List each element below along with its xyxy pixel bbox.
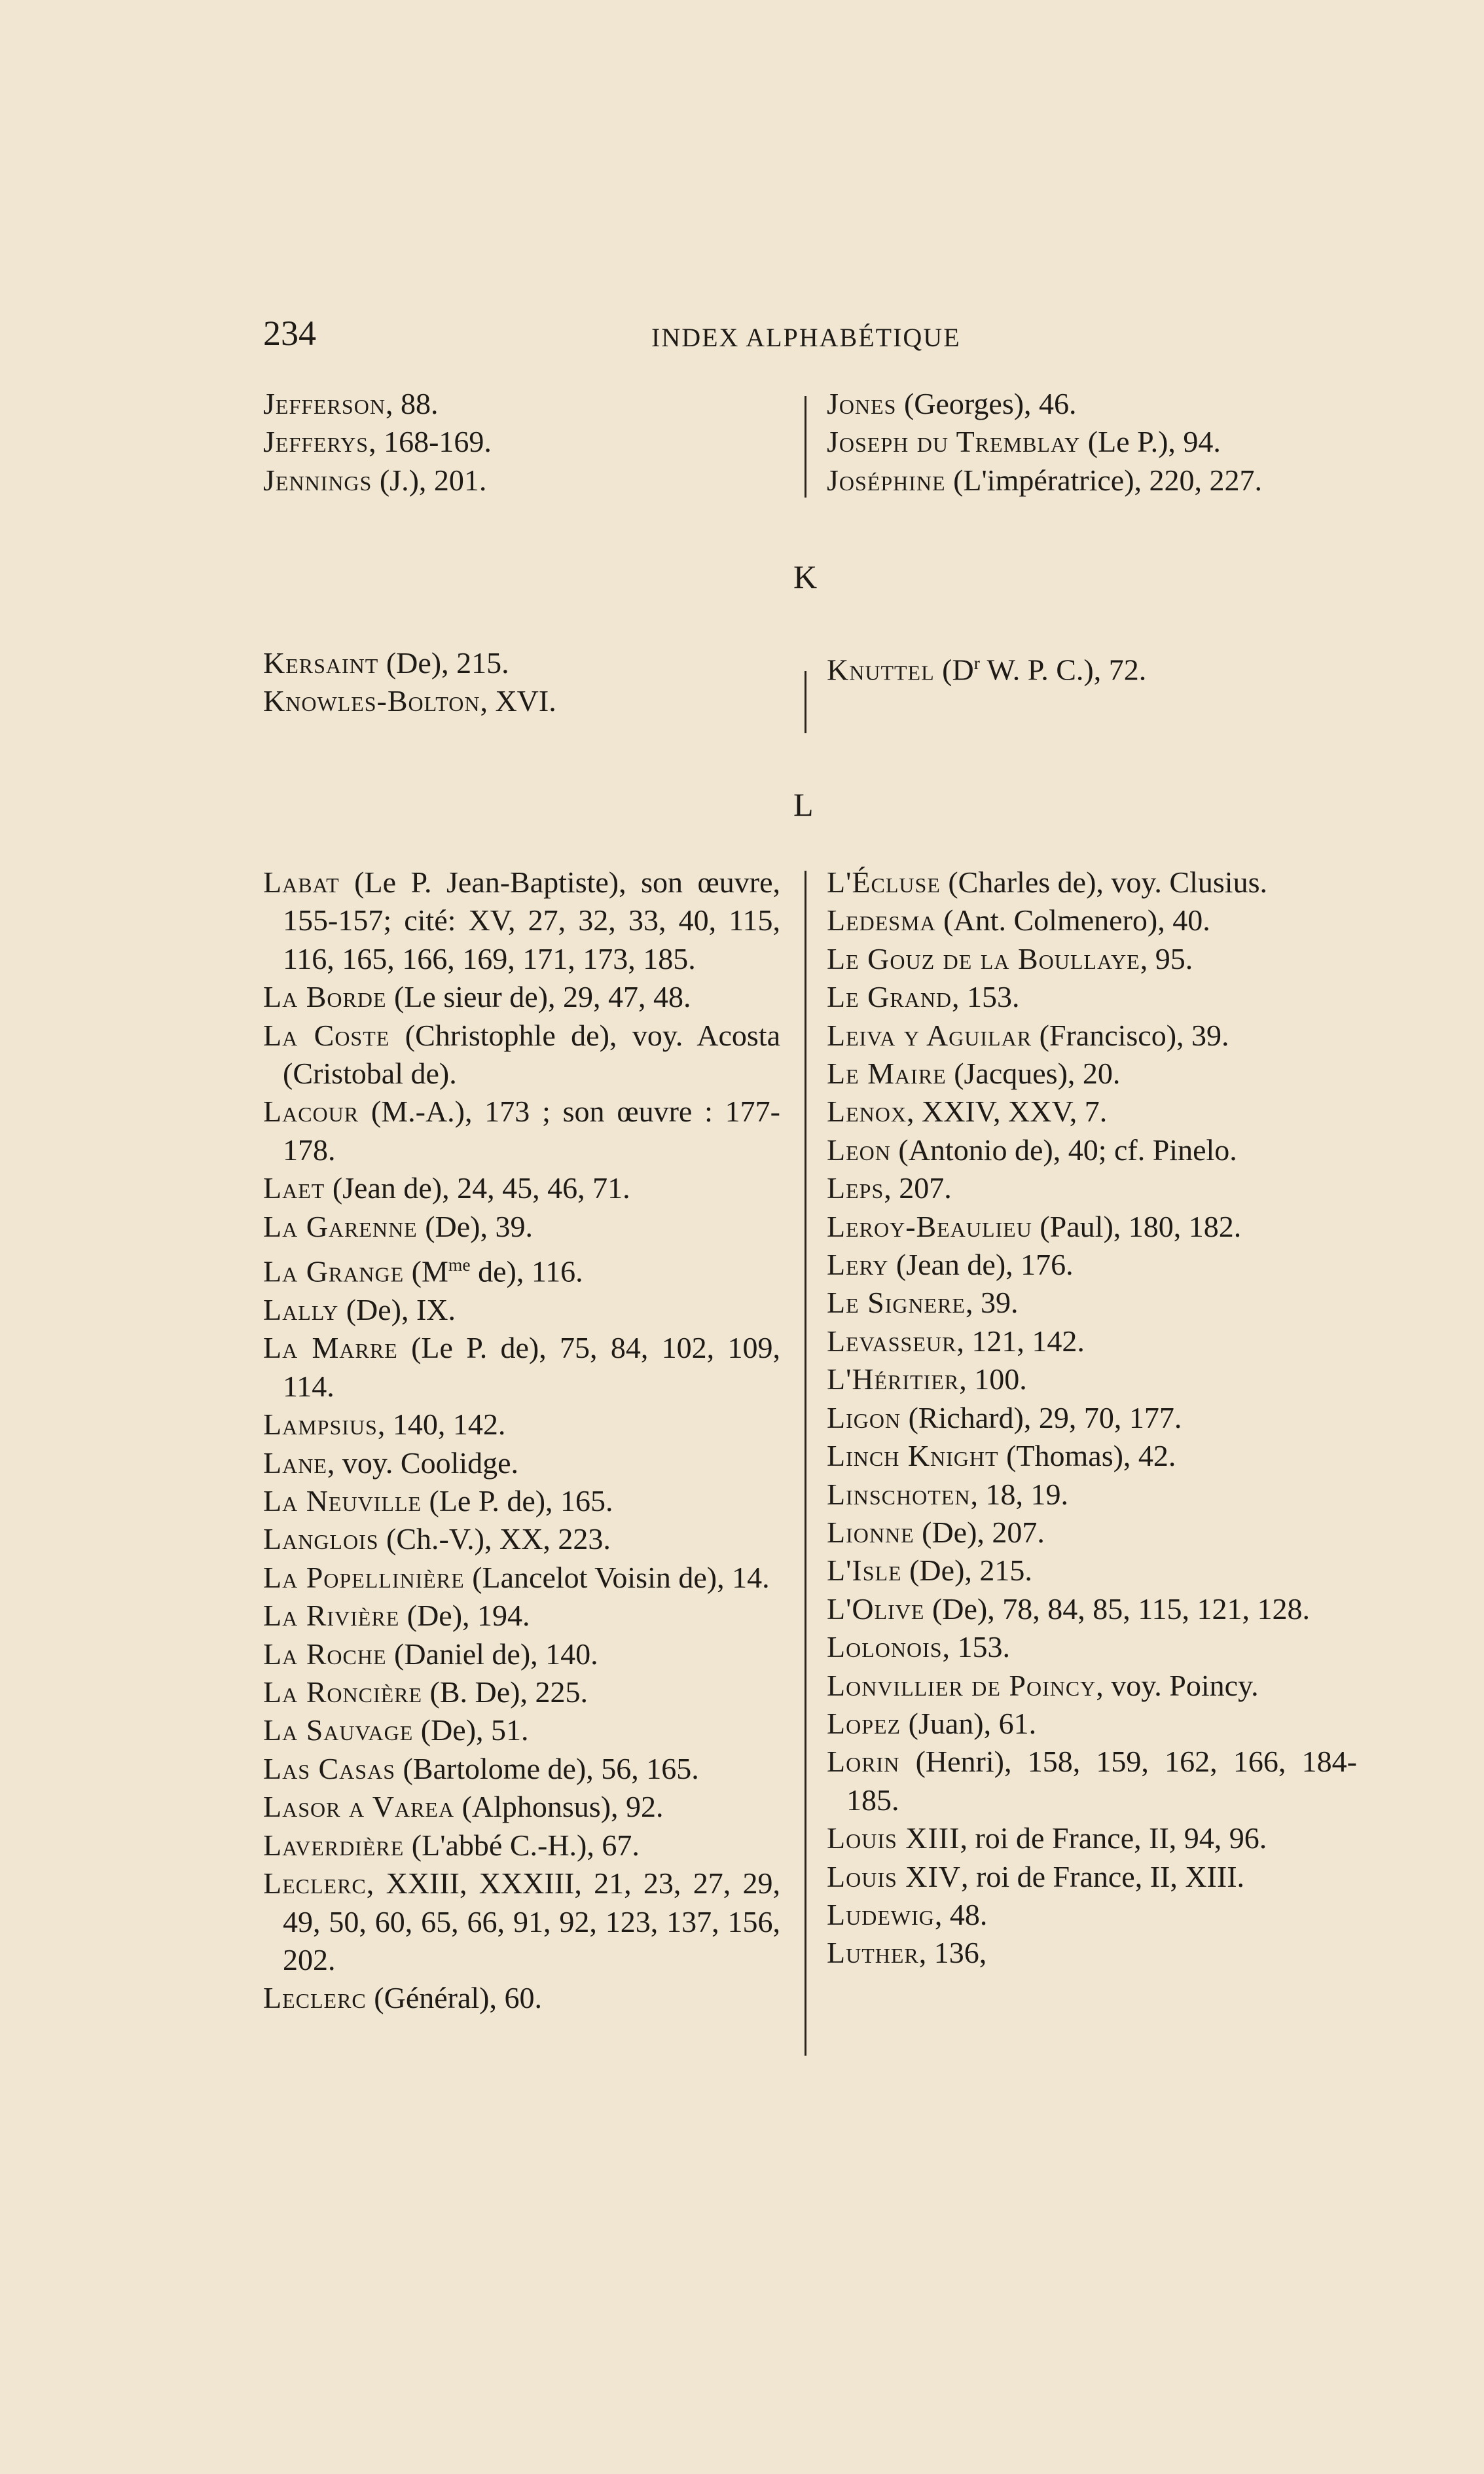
entry-name: La Sauvage (263, 1713, 414, 1747)
entry-refs: (Le sieur de), 29, 47, 48. (386, 980, 691, 1014)
entry-superscript: me (448, 1254, 471, 1275)
entry-refs: (Jean de), 176. (888, 1248, 1074, 1282)
entry-refs: (Juan), 61. (901, 1706, 1037, 1740)
entry-name: Lionne (827, 1515, 914, 1549)
entry-name: Lopez (827, 1706, 901, 1740)
entry-refs: (Le P.), 94. (1080, 425, 1221, 459)
index-entry (263, 1559, 780, 1597)
entry-refs: , 18, 19. (970, 1477, 1068, 1511)
entry-name: Ludewig (827, 1897, 935, 1931)
index-entry (263, 462, 774, 500)
entry-refs: (M (404, 1254, 448, 1288)
entry-name: Leclerc (263, 1866, 367, 1901)
entry-refs: , voy. Coolidge. (327, 1446, 519, 1480)
entry-refs: (Ant. Colmenero), 40. (935, 903, 1210, 937)
entry-name: Langlois (263, 1522, 379, 1556)
index-entry (263, 1711, 780, 1749)
index-entry (263, 978, 780, 1016)
entry-refs: (Richard), 29, 70, 177. (901, 1400, 1182, 1434)
entry-refs: , 140, 142. (377, 1408, 506, 1442)
entry-refs: (Paul), 180, 182. (1032, 1209, 1242, 1243)
index-entry (827, 1169, 1357, 1207)
entry-name: Le Signere (827, 1286, 966, 1320)
index-entry (263, 644, 774, 682)
index-entry (263, 1520, 780, 1558)
entry-refs: , 121, 142. (956, 1324, 1085, 1358)
entry-name: Louis XIV (827, 1859, 962, 1893)
entry-refs: , 153. (942, 1630, 1011, 1664)
entry-name: Joseph du Tremblay (827, 425, 1081, 459)
entry-name: L'Écluse (827, 865, 941, 899)
entry-name: Leon (827, 1133, 891, 1167)
index-entry (263, 1865, 780, 1979)
entry-name: Lonvillier de Poincy (827, 1668, 1096, 1702)
entry-refs: (De), 39. (417, 1209, 533, 1243)
index-entry (827, 1055, 1357, 1093)
index-entry (263, 423, 774, 461)
entry-refs: , roi de France, II, XIII. (961, 1859, 1245, 1893)
index-entry (827, 1819, 1357, 1857)
entry-refs: , XXIV, XXV, 7. (906, 1095, 1108, 1129)
index-entry (827, 1628, 1357, 1666)
entry-refs: (Charles de), voy. Clusius. (940, 865, 1267, 899)
l-left-column (263, 864, 780, 2018)
entry-name: Linschoten (827, 1477, 971, 1511)
index-entry (827, 423, 1370, 461)
entry-refs: , 136, (918, 1936, 987, 1970)
index-entry (827, 1437, 1357, 1475)
index-entry (827, 1705, 1357, 1743)
entry-refs: W. P. C.), 72. (979, 653, 1147, 687)
entry-refs: (Antonio de), 40; cf. Pinelo. (890, 1133, 1237, 1167)
index-entry (827, 1476, 1357, 1514)
page-number: 234 (263, 314, 316, 353)
entry-name: Lery (827, 1248, 889, 1282)
index-entry (263, 1444, 780, 1482)
index-entry (827, 1399, 1357, 1437)
index-entry (827, 1667, 1357, 1705)
entry-name: Lorin (827, 1745, 900, 1779)
entry-name: Leclerc (263, 1981, 367, 2015)
entry-name: La Coste (263, 1018, 390, 1052)
index-entry (263, 1329, 780, 1406)
entry-name: Lasor a Varea (263, 1790, 455, 1824)
column-divider (805, 396, 806, 498)
index-entry (263, 1827, 780, 1865)
entry-superscript: r (973, 653, 980, 673)
entry-refs: (Georges), 46. (896, 387, 1077, 420)
entry-refs: , 100. (959, 1362, 1027, 1396)
index-entry (827, 1743, 1357, 1819)
entry-refs: , XXIII, XXXIII, 21, 23, 27, 29, 49, 50, 60, 65, 66, 91, 92, 123, 137, 156, 202. (283, 1866, 780, 1976)
entry-name: Laverdière (263, 1828, 405, 1862)
entry-name: La Marre (263, 1331, 398, 1365)
entry-name: Jefferys (263, 425, 369, 459)
index-entry (827, 1246, 1357, 1284)
entry-name: La Roche (263, 1637, 387, 1671)
entry-refs: , 88. (385, 387, 439, 420)
index-entry (827, 1514, 1357, 1552)
entry-refs: (M.-A.), 173 ; son œuvre : 177-178. (283, 1095, 780, 1167)
entry-refs: (De), 215. (901, 1554, 1032, 1588)
entry-name: Leiva y Aguilar (827, 1018, 1032, 1052)
index-entry (263, 1979, 780, 2017)
index-entry (263, 1406, 780, 1444)
entry-name: Le Maire (827, 1057, 947, 1091)
index-entry (827, 1017, 1357, 1055)
entry-refs: (Lancelot Voisin de), 14. (464, 1560, 770, 1594)
k-left-column (263, 644, 774, 721)
index-entry (827, 1552, 1357, 1590)
k-right-column (827, 644, 1370, 689)
index-entry (827, 462, 1370, 500)
entry-name: Ligon (827, 1400, 901, 1434)
index-entry (827, 1322, 1357, 1360)
entry-refs: (D (934, 653, 974, 687)
entry-refs: (Ch.-V.), XX, 223. (378, 1522, 611, 1556)
entry-name: Lenox (827, 1095, 907, 1129)
entry-refs: (De), 194. (399, 1599, 530, 1633)
entry-refs: (De), 215. (378, 646, 509, 680)
index-entry (263, 1246, 780, 1291)
entry-name: Le Gouz de la Boullaye (827, 941, 1140, 975)
index-entry (263, 1093, 780, 1169)
index-entry (827, 864, 1357, 901)
entry-refs: (Le P. Jean-Baptiste), son œuvre, 155-157; cité: XV, 27, 32, 33, 40, 115, 116, 165, 166, 169, 171, 173, 185. (283, 865, 780, 975)
entry-name: La Borde (263, 980, 387, 1014)
l-right-column (827, 864, 1357, 1973)
entry-name: L'Olive (827, 1592, 925, 1626)
entry-name: La Grange (263, 1254, 405, 1288)
index-entry (263, 1291, 780, 1329)
entry-refs: , 39. (966, 1286, 1019, 1320)
entry-refs: (Daniel de), 140. (386, 1637, 598, 1671)
entry-name: Lolonois (827, 1630, 943, 1664)
entry-name: Le Grand (827, 980, 952, 1014)
entry-refs: (Jacques), 20. (946, 1057, 1121, 1091)
section-letter-k: K (793, 558, 818, 595)
index-entry (263, 1169, 780, 1207)
entry-refs: (De), 78, 84, 85, 115, 121, 128. (924, 1592, 1311, 1626)
entry-refs: , voy. Poincy. (1096, 1668, 1259, 1702)
index-entry (263, 1673, 780, 1711)
entry-refs: , 207. (884, 1171, 952, 1205)
index-entry (827, 1896, 1357, 1934)
entry-name: Labat (263, 865, 340, 899)
running-head-title: INDEX ALPHABÉTIQUE (651, 323, 961, 352)
entry-refs: (Francisco), 39. (1032, 1018, 1229, 1052)
column-divider (805, 671, 806, 733)
entry-name: La Garenne (263, 1209, 418, 1243)
entry-name: Levasseur (827, 1324, 957, 1358)
entry-name: Lane (263, 1446, 327, 1480)
entry-refs: (De), 207. (914, 1515, 1045, 1549)
index-entry (827, 644, 1370, 689)
index-entry (263, 1208, 780, 1246)
entry-name: Knowles-Bolton (263, 684, 480, 718)
j-left-column (263, 385, 774, 500)
entry-refs: , 95. (1140, 941, 1193, 975)
entry-refs: (Henri), 158, 159, 162, 166, 184-185. (846, 1745, 1357, 1817)
entry-name: Leroy-Beaulieu (827, 1209, 1032, 1243)
entry-name: Jefferson (263, 387, 386, 420)
entry-refs: (J.), 201. (372, 463, 487, 497)
entry-refs: (Christophle de), voy. Acosta (Cristobal de). (283, 1018, 780, 1091)
entry-name: Lampsius (263, 1408, 378, 1442)
entry-refs: de), 116. (470, 1254, 583, 1288)
entry-name: L'Héritier (827, 1362, 960, 1396)
entry-name: Louis XIII (827, 1821, 960, 1855)
index-entry (263, 1750, 780, 1788)
index-entry (827, 385, 1370, 423)
j-right-column (827, 385, 1370, 500)
entry-refs: (Thomas), 42. (998, 1439, 1176, 1473)
entry-name: La Rivière (263, 1599, 400, 1633)
entry-name: Leps (827, 1171, 884, 1205)
entry-name: Joséphine (827, 463, 946, 497)
index-entry (263, 682, 774, 720)
entry-refs: (De), 51. (413, 1713, 529, 1747)
entry-name: La Popellinière (263, 1560, 465, 1594)
index-entry (827, 1093, 1357, 1131)
entry-refs: (Alphonsus), 92. (454, 1790, 664, 1824)
entry-name: Knuttel (827, 653, 935, 687)
entry-name: Lally (263, 1293, 339, 1327)
entry-name: Luther (827, 1936, 919, 1970)
index-entry (263, 385, 774, 423)
entry-refs: (Le P. de), 75, 84, 102, 109, 114. (283, 1331, 780, 1403)
entry-refs: (L'abbé C.-H.), 67. (404, 1828, 640, 1862)
index-entry (827, 1284, 1357, 1322)
entry-refs: , XVI. (480, 684, 556, 718)
entry-name: Kersaint (263, 646, 379, 680)
entry-name: L'Isle (827, 1554, 902, 1588)
entry-name: Jennings (263, 463, 372, 497)
index-entry (827, 1208, 1357, 1246)
column-divider (805, 871, 806, 2056)
entry-refs: , 168-169. (369, 425, 492, 459)
entry-refs: , 48. (934, 1897, 988, 1931)
index-entry (263, 1017, 780, 1093)
index-entry (827, 1934, 1357, 1972)
index-entry (263, 864, 780, 978)
entry-refs: (B. De), 225. (422, 1675, 588, 1709)
index-entry (263, 1635, 780, 1673)
entry-name: Las Casas (263, 1751, 395, 1785)
index-entry (827, 1131, 1357, 1169)
entry-refs: , roi de France, II, 94, 96. (960, 1821, 1267, 1855)
index-entry (263, 1788, 780, 1826)
index-entry (827, 940, 1357, 978)
entry-name: Jones (827, 387, 897, 420)
entry-name: La Neuville (263, 1484, 422, 1518)
entry-name: Linch Knight (827, 1439, 999, 1473)
entry-refs: (De), IX. (338, 1293, 456, 1327)
entry-name: Laet (263, 1171, 325, 1205)
entry-refs: (Général), 60. (366, 1981, 542, 2015)
entry-refs: (Jean de), 24, 45, 46, 71. (325, 1171, 630, 1205)
index-entry (827, 1360, 1357, 1398)
index-entry (827, 1858, 1357, 1896)
index-entry (827, 1590, 1357, 1628)
entry-name: La Roncière (263, 1675, 423, 1709)
index-entry (827, 901, 1357, 939)
entry-refs: (L'impératrice), 220, 227. (945, 463, 1263, 497)
index-entry (263, 1597, 780, 1635)
entry-refs: , 153. (952, 980, 1020, 1014)
entry-name: Ledesma (827, 903, 936, 937)
section-letter-l: L (793, 786, 814, 823)
entry-name: Lacour (263, 1095, 359, 1129)
entry-refs: (Bartolome de), 56, 165. (395, 1751, 699, 1785)
entry-refs: (Le P. de), 165. (422, 1484, 613, 1518)
index-entry (827, 978, 1357, 1016)
index-entry (263, 1482, 780, 1520)
